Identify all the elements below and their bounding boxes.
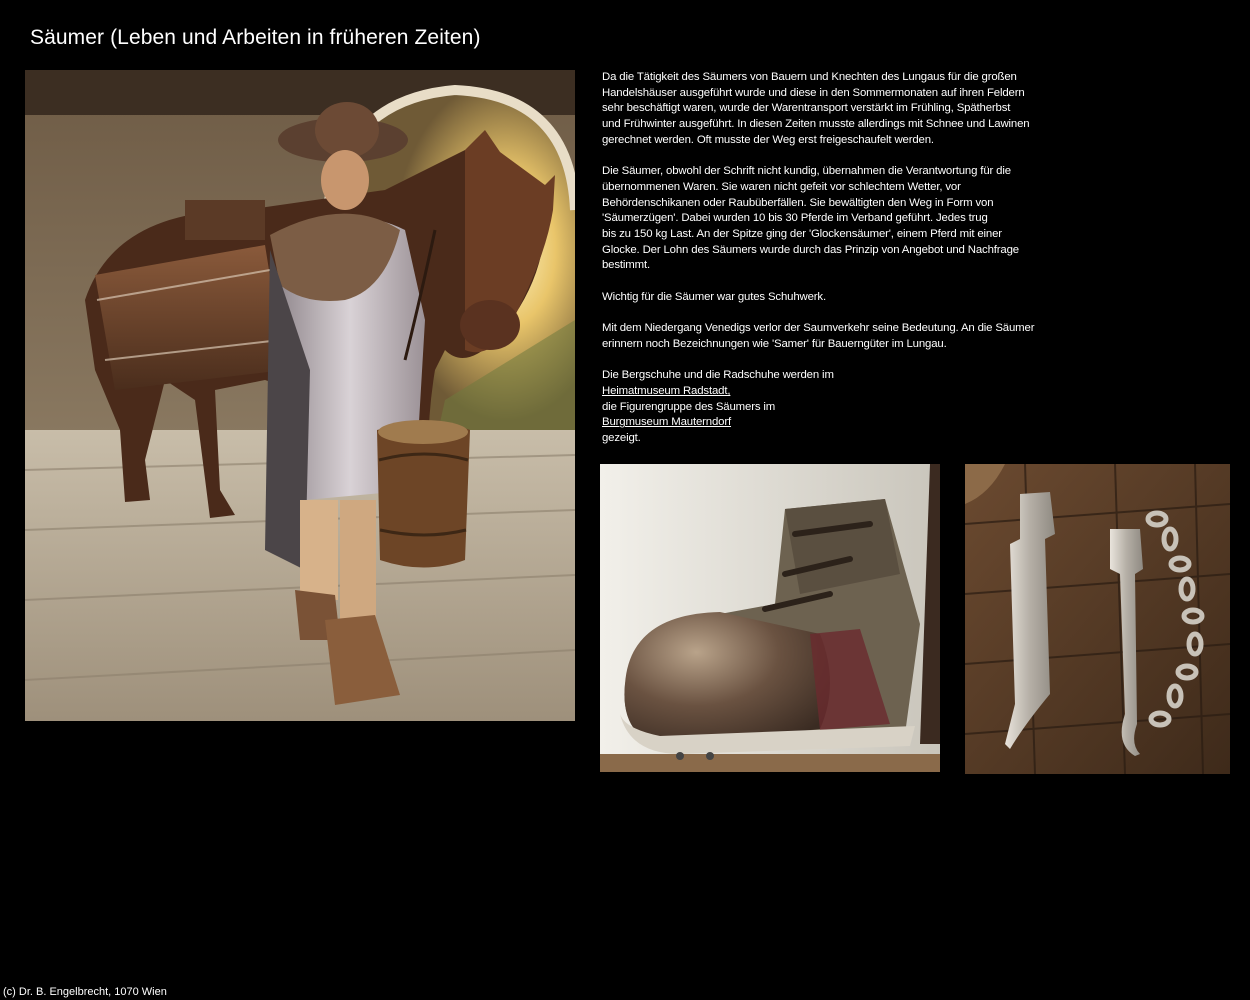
text-line: sehr beschäftigt waren, wurde der Warentransport verstärkt im Frühling, Spätherbst: [602, 102, 1011, 115]
text-line: übernommenen Waren. Sie waren nicht gefeit vor schlechtem Wetter, vor: [602, 180, 961, 193]
text-line: bestimmt.: [602, 259, 651, 272]
text-line: bis zu 150 kg Last. An der Spitze ging der 'Glockensäumer', einem Pferd mit einer: [602, 228, 1002, 241]
mountain-boot-photo[interactable]: [600, 464, 940, 772]
paragraph-decline: [602, 321, 1092, 352]
text-line: Da die Tätigkeit des Säumers von Bauern und Knechten des Lungaus für die großen: [602, 71, 1017, 83]
link-burgmuseum-mauterndorf[interactable]: Burgmuseum Mauterndorf: [602, 416, 732, 429]
copyright-footer: (c) Dr. B. Engelbrecht, 1070 Wien: [3, 986, 167, 998]
text-line: Die Bergschuhe und die Radschuhe werden im: [602, 369, 834, 382]
link-heimatmuseum-radstadt[interactable]: Heimatmuseum Radstadt,: [602, 385, 731, 397]
mountain-boot-image: [600, 464, 940, 772]
text-line: Behördenschikanen oder Raubüberfällen. Sie bewältigten den Weg in Form von: [602, 196, 994, 209]
paragraph-saeumer-responsibility: [602, 164, 1092, 274]
paragraph-transport-season: [602, 70, 1092, 149]
text-line: erinnern noch Bezeichnungen wie 'Samer' für Bauerngüter im Lungau.: [602, 337, 947, 350]
text-line: Handelshäuser ausgeführt wurde und diese in den Sommermonaten auf ihren Feldern: [602, 86, 1025, 99]
wheel-shoes-image: [965, 464, 1230, 774]
page-title: Säumer (Leben und Arbeiten in früheren Zeiten): [30, 26, 481, 49]
text-line: Wichtig für die Säumer war gutes Schuhwerk.: [602, 290, 826, 303]
saeumer-horse-image: [25, 70, 575, 721]
paragraph-footwear: [602, 290, 1092, 306]
text-line: Die Säumer, obwohl der Schrift nicht kundig, übernahmen die Verantwortung für die: [602, 165, 1011, 178]
text-line: gerechnet werden. Oft musste der Weg erst freigeschaufelt werden.: [602, 133, 934, 146]
text-line: Glocke. Der Lohn des Säumers wurde durch das Prinzip von Angebot und Nachfrage: [602, 243, 1019, 256]
text-line: gezeigt.: [602, 432, 641, 445]
description-text: [602, 70, 1092, 463]
saeumer-horse-photo[interactable]: [25, 70, 575, 721]
text-line: Mit dem Niedergang Venedigs verlor der Saumverkehr seine Bedeutung. An die Säumer: [602, 322, 1035, 335]
paragraph-museums: [602, 368, 1092, 447]
text-line: die Figurengruppe des Säumers im: [602, 400, 776, 413]
text-line: 'Säumerzügen'. Dabei wurden 10 bis 30 Pferde im Verband geführt. Jedes trug: [602, 212, 988, 225]
wheel-shoes-photo[interactable]: [965, 464, 1230, 774]
text-line: und Frühwinter ausgeführt. In diesen Zeiten musste allerdings mit Schnee und Lawinen: [602, 118, 1030, 131]
